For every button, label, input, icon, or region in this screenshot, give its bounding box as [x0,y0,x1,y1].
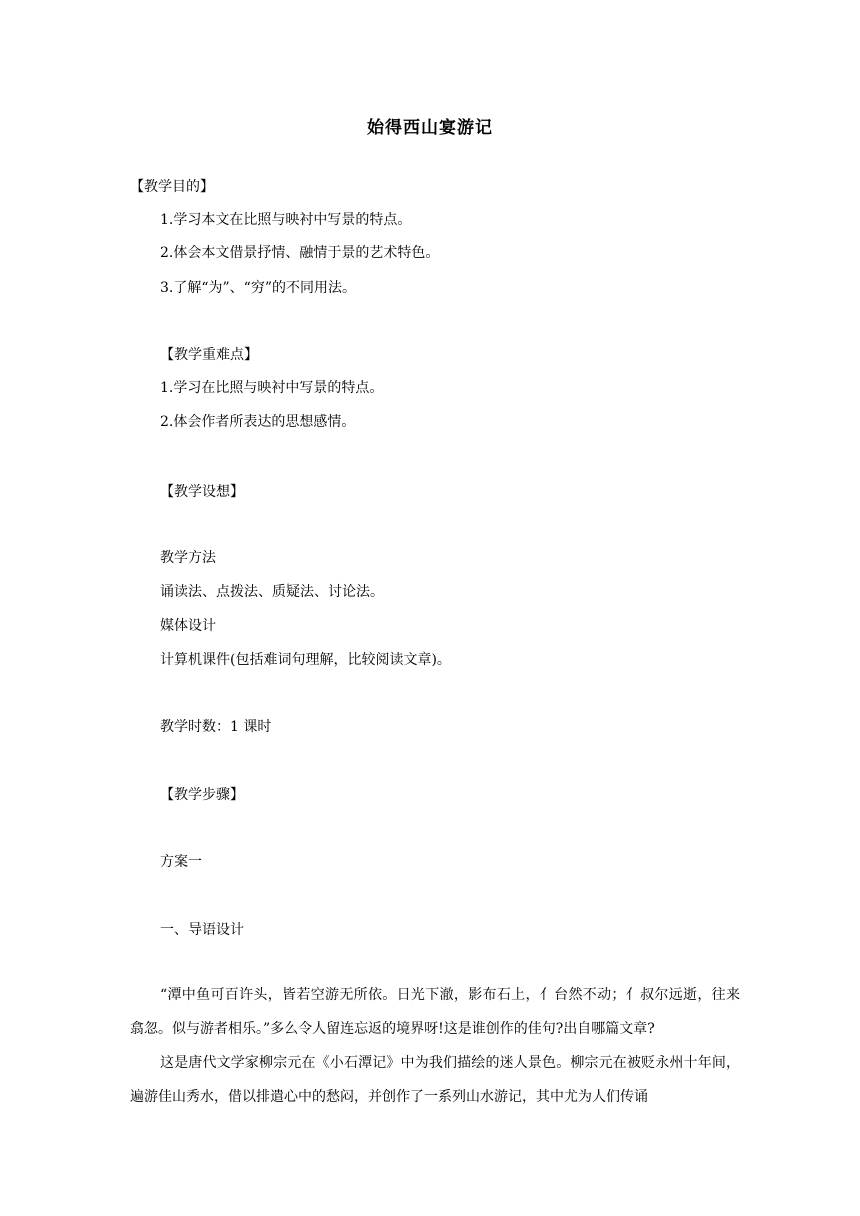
body-paragraph: 这是唐代文学家柳宗元在《小石潭记》中为我们描绘的迷人景色。柳宗元在被贬永州十年间，遍游佳山秀水，借以排遣心中的愁闷，并创作了一系列山水游记，其中尤为人们传诵 [130,1055,740,1105]
section-heading: 一、导语设计 [160,922,244,938]
key-points-heading: 【教学重难点】 [160,347,258,363]
teaching-hours: 教学时数：1 课时 [160,719,272,735]
design-heading: 【教学设想】 [160,484,244,500]
body-paragraph: “潭中鱼可百许头，皆若空游无所依。日光下澈，影布石上，亻台然不动；亻叔尔远逝，往来翕忽。似与游者相乐。”多么令人留连忘返的境界呀!这是谁创作的佳句?出自哪篇文章? [130,987,740,1037]
objective-item: 1.学习本文在比照与映衬中写景的特点。 [160,212,412,228]
objective-item: 2.体会本文借景抒情、融情于景的艺术特色。 [160,245,440,261]
document-title: 始得西山宴游记 [367,118,493,138]
media-label: 媒体设计 [160,618,216,634]
plan-label: 方案一 [160,854,202,870]
key-point-item: 2.体会作者所表达的思想感情。 [160,414,356,430]
key-point-item: 1.学习在比照与映衬中写景的特点。 [160,380,384,396]
media-text: 计算机课件(包括难词句理解，比较阅读文章)。 [160,652,451,668]
method-text: 诵读法、点拨法、质疑法、讨论法。 [160,584,384,600]
steps-heading: 【教学步骤】 [160,787,244,803]
objective-item: 3.了解“为”、“穷”的不同用法。 [160,280,356,296]
objectives-heading: 【教学目的】 [130,179,214,195]
method-label: 教学方法 [160,550,216,566]
